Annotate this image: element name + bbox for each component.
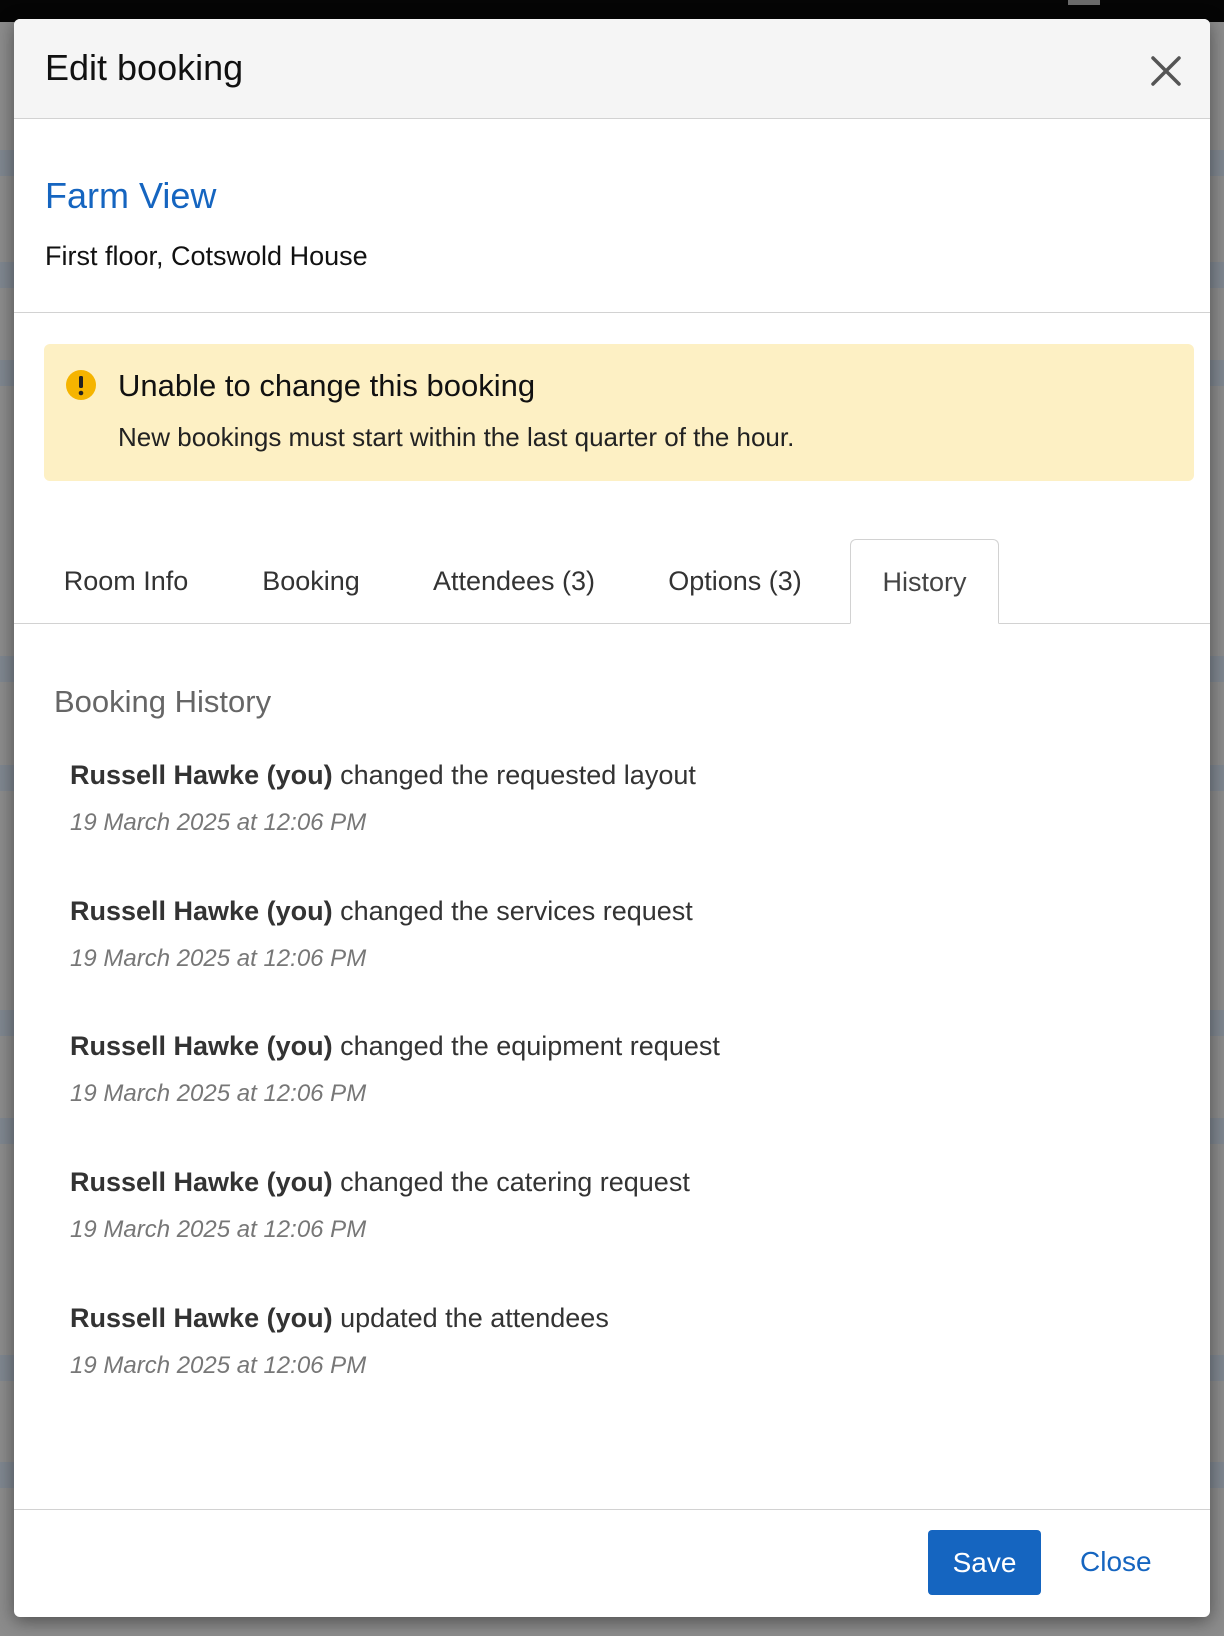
history-action: changed the catering request xyxy=(332,1167,690,1197)
history-user: Russell Hawke (you) xyxy=(70,1167,333,1197)
history-user: Russell Hawke (you) xyxy=(70,1303,333,1333)
tab-bar xyxy=(14,539,1210,624)
warning-title: Unable to change this booking xyxy=(118,368,536,403)
history-user: Russell Hawke (you) xyxy=(70,896,333,926)
warning-banner xyxy=(44,344,1194,481)
history-user: Russell Hawke (you) xyxy=(70,1031,333,1061)
history-entry-text xyxy=(70,1030,1170,1062)
warning-message: New bookings must start within the last quarter of the hour. xyxy=(118,422,795,452)
dialog-header xyxy=(14,19,1210,119)
history-entry-text xyxy=(70,1166,1170,1198)
save-button[interactable]: Save xyxy=(928,1530,1041,1595)
tab-options[interactable]: Options (3) xyxy=(668,566,802,596)
history-action: changed the equipment request xyxy=(332,1031,720,1061)
dialog-title: Edit booking xyxy=(45,47,244,88)
history-timestamp: 19 March 2025 at 12:06 PM xyxy=(70,1352,367,1380)
tab-attendees[interactable]: Attendees (3) xyxy=(432,566,596,596)
close-icon[interactable] xyxy=(1144,49,1188,93)
room-location: First floor, Cotswold House xyxy=(45,241,368,271)
history-entry xyxy=(70,895,1170,973)
tab-room-info[interactable]: Room Info xyxy=(63,566,189,596)
edit-booking-dialog xyxy=(14,19,1210,1617)
history-entry xyxy=(70,1302,1170,1380)
history-action: changed the requested layout xyxy=(332,760,696,790)
history-entry-text xyxy=(70,1302,1170,1334)
history-entry xyxy=(70,759,1170,837)
history-action: changed the services request xyxy=(332,896,693,926)
history-entry xyxy=(70,1030,1170,1108)
history-timestamp: 19 March 2025 at 12:06 PM xyxy=(70,1216,367,1244)
window-handle xyxy=(1068,0,1100,5)
history-entry-text xyxy=(70,895,1170,927)
tab-history[interactable]: History xyxy=(850,539,999,624)
history-entry xyxy=(70,1166,1170,1244)
history-timestamp: 19 March 2025 at 12:06 PM xyxy=(70,1080,367,1108)
history-timestamp: 19 March 2025 at 12:06 PM xyxy=(70,945,367,973)
warning-icon xyxy=(65,369,97,401)
room-summary xyxy=(14,119,1210,313)
history-timestamp: 19 March 2025 at 12:06 PM xyxy=(70,809,367,837)
dialog-footer xyxy=(14,1509,1210,1617)
history-action: updated the attendees xyxy=(332,1303,609,1333)
close-button[interactable]: Close xyxy=(1080,1546,1152,1577)
tab-booking[interactable]: Booking xyxy=(262,566,360,596)
history-user: Russell Hawke (you) xyxy=(70,760,333,790)
room-name-link[interactable]: Farm View xyxy=(45,175,217,216)
history-heading: Booking History xyxy=(54,684,272,719)
history-entry-text xyxy=(70,759,1170,791)
